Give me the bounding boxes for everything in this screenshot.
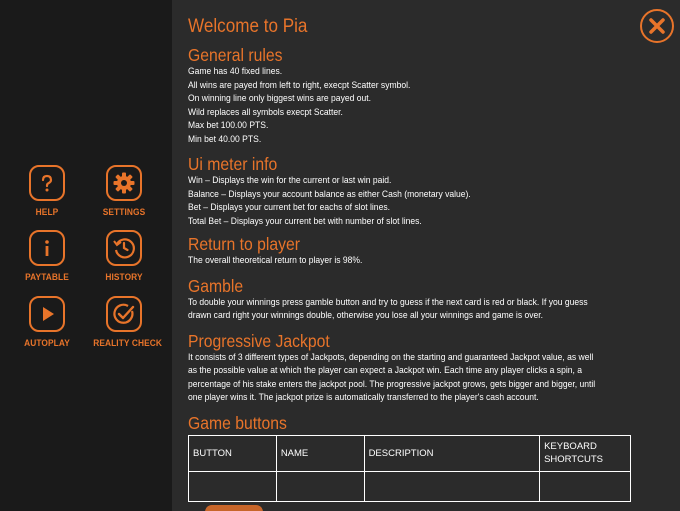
reality-check-label: REALITY CHECK: [93, 338, 163, 349]
text-line: Win – Displays the win for the current or last win paid.: [188, 175, 392, 186]
text-line: Balance – Displays your account balance as either Cash (monetary value).: [188, 188, 471, 200]
table-cell: [364, 471, 540, 501]
text-line: Max bet 100.00 PTS.: [188, 120, 269, 131]
text-line: To double your winnings press gamble button and try to guess if the next card is red or black. If you guess: [188, 296, 588, 308]
text-line: as the possible value at which the player can expect a Jackpot win. Each time any player clicks a spin, a: [188, 365, 582, 376]
jackpot-heading: Progressive Jackpot: [188, 330, 330, 351]
play-icon: [29, 296, 65, 332]
spin-button-thumbnail: [205, 505, 263, 511]
ui-meter-text: [188, 174, 636, 228]
history-label: HISTORY: [105, 272, 143, 283]
column-header-description: DESCRIPTION: [364, 435, 540, 471]
general-rules-text: [188, 65, 636, 146]
autoplay-button[interactable]: [12, 296, 82, 349]
gamble-text: [188, 296, 636, 323]
text-line: Min bet 40.00 PTS.: [188, 133, 262, 145]
help-button[interactable]: [12, 165, 82, 218]
text-line: Total Bet – Displays your current bet with number of slot lines.: [188, 215, 422, 227]
table-cell: [540, 471, 631, 501]
text-line: one player wins it. The jackpot prize is automatically transferred to the player's cash account.: [188, 392, 539, 403]
info-icon: [29, 230, 65, 266]
reality-check-button[interactable]: [89, 296, 163, 349]
ui-meter-heading: Ui meter info: [188, 154, 278, 174]
column-header-button: BUTTON: [189, 435, 277, 471]
settings-label: SETTINGS: [102, 207, 146, 218]
question-icon: [29, 165, 65, 201]
settings-button[interactable]: [89, 165, 159, 218]
sidebar-menu: [0, 0, 172, 511]
table-cell: [189, 471, 277, 501]
game-buttons-table: [188, 435, 631, 502]
paytable-button[interactable]: [12, 230, 82, 283]
text-line: drawn card right your winnings double, otherwise you lose all your winnings and game is over.: [188, 310, 544, 321]
text-line: Wild replaces all symbols execpt Scatter.: [188, 106, 343, 118]
rtp-text: [188, 254, 636, 268]
table-header-row: [189, 435, 631, 471]
game-buttons-heading: Game buttons: [188, 412, 287, 433]
column-header-name: NAME: [276, 435, 364, 471]
autoplay-label: AUTOPLAY: [24, 338, 70, 349]
jackpot-text: [188, 351, 636, 405]
help-panel: [172, 0, 680, 511]
text-line: percentage of his stake enters the jackpot pool. The progressive jackpot grows, gets bigger and bigger, until: [188, 378, 596, 390]
text-line: Bet – Displays your current bet for eachs of slot lines.: [188, 202, 390, 213]
text-line: Game has 40 fixed lines.: [188, 66, 283, 77]
history-button[interactable]: [89, 230, 159, 283]
text-line: All wins are payed from left to right, execpt Scatter symbol.: [188, 79, 411, 91]
check-icon: [106, 296, 142, 332]
text-line: It consists of 3 different types of Jackpots, depending on the starting and guaranteed Jackpot value, as well: [188, 351, 594, 363]
rtp-heading: Return to player: [188, 234, 301, 254]
general-rules-heading: General rules: [188, 45, 283, 65]
table-row: [189, 471, 631, 501]
paytable-label: PAYTABLE: [25, 272, 69, 283]
gamble-heading: Gamble: [188, 275, 244, 296]
close-button[interactable]: [640, 9, 674, 43]
table-cell: [276, 471, 364, 501]
page-title: Welcome to Pia: [188, 16, 308, 37]
history-icon: [106, 230, 142, 266]
text-line: On winning line only biggest wins are payed out.: [188, 93, 371, 104]
help-label: HELP: [35, 207, 59, 218]
gear-icon: [106, 165, 142, 201]
column-header-keyboard-shortcuts: KEYBOARD SHORTCUTS: [540, 435, 631, 471]
text-line: The overall theoretical return to player is 98%.: [188, 255, 363, 266]
help-content: [188, 15, 636, 502]
close-icon: [648, 17, 666, 35]
